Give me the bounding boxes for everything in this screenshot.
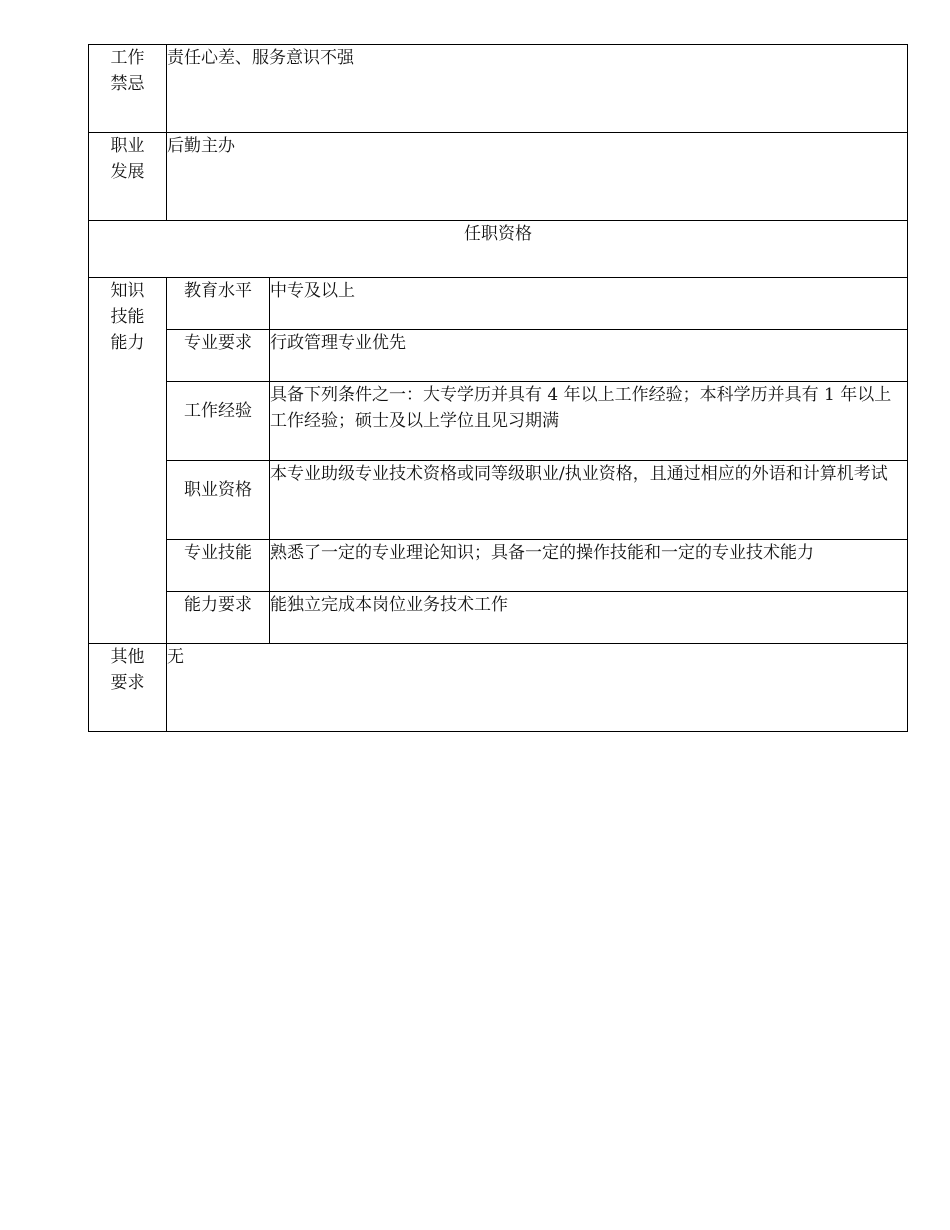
qual-label: 职业资格 [167,461,270,540]
qual-row-certification [89,461,908,540]
qual-value: 中专及以上 [270,278,908,330]
other-row [89,644,908,732]
taboo-value: 责任心差、服务意识不强 [167,45,908,133]
qual-row-education [89,278,908,330]
qual-value: 具备下列条件之一：大专学历并具有 4 年以上工作经验；本科学历并具有 1 年以上工作经验；硕士及以上学位且见习期满 [270,382,908,461]
qual-row-experience [89,382,908,461]
qual-row-ability [89,592,908,644]
qual-value: 本专业助级专业技术资格或同等级职业/执业资格，且通过相应的外语和计算机考试 [270,461,908,540]
taboo-row [89,45,908,133]
job-requirements-table [88,44,908,732]
qual-label: 教育水平 [167,278,270,330]
career-label: 职业 发展 [89,133,167,221]
qual-value: 能独立完成本岗位业务技术工作 [270,592,908,644]
qual-value: 熟悉了一定的专业理论知识；具备一定的操作技能和一定的专业技术能力 [270,540,908,592]
qual-row-major [89,330,908,382]
qual-label: 专业技能 [167,540,270,592]
qual-value: 行政管理专业优先 [270,330,908,382]
qual-row-skills [89,540,908,592]
qualification-header-row [89,221,908,278]
job-description-sheet [88,44,907,732]
career-value: 后勤主办 [167,133,908,221]
qualification-title: 任职资格 [89,221,908,278]
taboo-label: 工作 禁忌 [89,45,167,133]
qual-label: 能力要求 [167,592,270,644]
qual-label: 专业要求 [167,330,270,382]
qual-label: 工作经验 [167,382,270,461]
skills-group-label: 知识 技能 能力 [89,278,167,644]
other-value: 无 [167,644,908,732]
career-row [89,133,908,221]
other-label: 其他 要求 [89,644,167,732]
